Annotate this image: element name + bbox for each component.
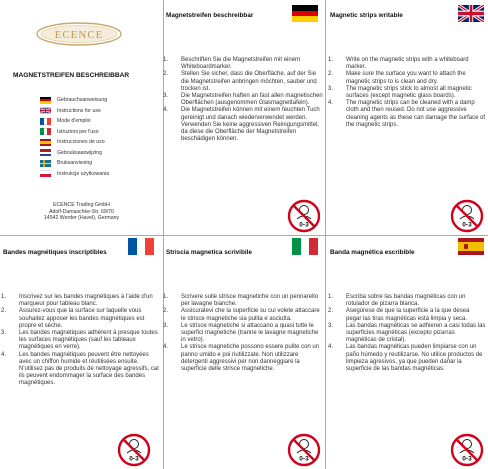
language-item-se bbox=[40, 158, 150, 169]
list-item: 2. Make sure the surface you want to attach the magnetic strips to is clean and dry. bbox=[328, 71, 466, 85]
list-item: 3. Les bandes magnétiques adhèrent à presque toutes les surfaces magnétiques (sauf les tableaux magnétiques en verre). bbox=[1, 330, 158, 351]
svg-text:0-3: 0-3 bbox=[462, 221, 472, 229]
list-item: 1. Inscrivez sur les bandes magnétiques à l'aide d'un marqueur pour tableau blanc. bbox=[1, 294, 153, 308]
language-item-gb bbox=[40, 106, 150, 117]
list-item: 1. Beschriften Sie die Magnetstreifen mit einem Whiteboardmarker. bbox=[163, 57, 301, 71]
language-label: Istruzioni per l'uso bbox=[57, 128, 99, 135]
german-flag-icon bbox=[40, 97, 51, 104]
italian-flag-icon bbox=[292, 238, 318, 255]
uk-flag-icon bbox=[40, 107, 51, 114]
age-warning-icon bbox=[287, 199, 321, 233]
spanish-flag-icon bbox=[458, 238, 484, 255]
language-item-de bbox=[40, 95, 150, 106]
language-item-nl bbox=[40, 148, 150, 159]
instructions-en bbox=[328, 57, 486, 129]
spanish-flag-icon bbox=[40, 139, 51, 146]
list-item: 2. Assicuratevi che la superficie su cui volete attaccare le strisce magnetiche sia pulita e asciutta. bbox=[163, 308, 320, 322]
language-label: Gebrauchsanweisung bbox=[57, 97, 108, 104]
language-label: Mode d'emploi bbox=[57, 118, 91, 125]
instructions-it bbox=[163, 294, 323, 373]
section-title-es: Banda magnética escribible bbox=[330, 249, 415, 256]
section-title-it: Striscia magnetica scrivibile bbox=[166, 249, 252, 256]
list-item: 4. The magnetic strips can be cleaned with a damp cloth and then reused. Do not use aggressive cleaning agents as these can damage the surface of the magnetic strips. bbox=[328, 100, 486, 128]
list-item: 3. Die Magnetstreifen haften an fast allen magnetischen Oberflächen (ausgenommen Glasmagnettafeln). bbox=[163, 93, 323, 107]
language-label: Gebruiksaanwijzing bbox=[57, 149, 102, 156]
list-item: 3. Le strisce magnetiche si attaccano a quasi tutte le superfici magnetiche (tranne le lavagne magnetiche in vetro). bbox=[163, 322, 319, 344]
german-flag-icon bbox=[292, 5, 318, 22]
age-warning-icon bbox=[287, 433, 321, 467]
svg-text:0-3: 0-3 bbox=[299, 221, 309, 229]
svg-text:0-3: 0-3 bbox=[299, 455, 309, 463]
list-item: 3. Las bandas magnéticas se adhieren a casi todas las superficies magnéticas (excepto pizarras magnéticas de cristal). bbox=[328, 322, 486, 344]
language-label: Bruksanvisning bbox=[57, 160, 93, 167]
logo bbox=[34, 20, 124, 48]
company-city: 14542 Werder (Havel), Germany bbox=[43, 215, 120, 222]
list-item: 2. Stellen Sie sicher, dass die Oberfläche, auf der Sie die Magnetstreifen anbringen möchten, sauber und trocken ist. bbox=[163, 71, 317, 92]
list-item: 2. Assurez-vous que la surface sur laquelle vous souhaitez apposer les bandes magnétiques est propre et sèche. bbox=[1, 308, 145, 329]
section-title-en: Magnetic strips writable bbox=[330, 12, 403, 19]
age-warning-icon bbox=[117, 433, 151, 467]
list-item: 4. Die Magnetstreifen können mit einem feuchten Tuch gereinigt und danach wiederverwendet werden. Verwenden Sie keine aggressiven Reinigungsmittel, da diese die Oberfläche der Magnetstreifen beschädigen können. bbox=[163, 107, 320, 143]
language-list bbox=[40, 95, 150, 179]
language-label: Instructions for use bbox=[57, 107, 101, 114]
svg-text:0-3: 0-3 bbox=[462, 455, 472, 463]
company-street: Adolf-Damaschke-Str. 69/70 bbox=[49, 208, 114, 215]
swedish-flag-icon bbox=[40, 160, 51, 167]
age-warning-icon bbox=[450, 199, 484, 233]
french-flag-icon bbox=[128, 238, 154, 255]
language-label: Instrukcje użytkowania bbox=[57, 170, 110, 177]
language-item-es bbox=[40, 137, 150, 148]
polish-flag-icon bbox=[40, 170, 51, 177]
list-item: 3. The magnetic strips stick to almost all magnetic surfaces (except magnetic glass boards). bbox=[328, 85, 472, 100]
company-name: ECENCE Trading GmbH bbox=[53, 202, 110, 208]
logo-icon bbox=[34, 20, 124, 48]
language-item-it bbox=[40, 127, 150, 138]
dutch-flag-icon bbox=[40, 149, 51, 156]
age-warning-icon bbox=[450, 433, 484, 467]
row-divider bbox=[0, 235, 488, 236]
list-item: 1. Escriba sobre las bandas magnéticas con un rotulador de pizarra blanca. bbox=[328, 294, 466, 308]
list-item: 4. Las bandas magnéticas pueden limpiarse con un paño húmedo y reutilizarse. No utilice productos de limpieza agresivos, ya que pueden dañar la superficie de las bandas magnéticas. bbox=[328, 344, 483, 373]
list-item: 1. Write on the magnetic strips with a whiteboard marker. bbox=[328, 57, 469, 71]
list-item: 4. Le strisce magnetiche possono essere pulite con un panno umido e poi riutilizzate. Non utilizzare detergenti aggressivi per non danneggiare la superficie delle strisce magnetiche. bbox=[163, 344, 320, 373]
section-title-de: Magnetstreifen beschreibbar bbox=[166, 12, 254, 19]
language-item-pl bbox=[40, 169, 150, 180]
instructions-es bbox=[328, 294, 486, 373]
list-item: 1. Scrivere sulle strisce magnetiche con un pennarello per lavagne bianche. bbox=[163, 294, 319, 308]
company-address bbox=[0, 202, 163, 222]
list-item: 2. Asegúrese de que la superficie a la que desea pegar las tiras magnéticas está limpia y seca. bbox=[328, 308, 470, 322]
uk-flag-icon bbox=[458, 5, 484, 22]
product-title: MAGNETSTREIFEN BESCHREIBBAR bbox=[13, 72, 130, 79]
italian-flag-icon bbox=[40, 128, 51, 135]
section-title-fr: Bandes magnétiques inscriptibles bbox=[3, 249, 107, 256]
instructions-de bbox=[163, 57, 323, 143]
language-item-fr bbox=[40, 116, 150, 127]
french-flag-icon bbox=[40, 118, 51, 125]
logo-text: ECENCE bbox=[54, 28, 104, 41]
list-item: 4. Les bandes magnétiques peuvent être nettoyées avec un chiffon humide et réutilisées ensuite. N'utilisez pas de produits de nettoyage agressifs, car ils peuvent endommager la surface des bandes magnétiques. bbox=[1, 351, 160, 387]
svg-text:0-3: 0-3 bbox=[129, 455, 139, 463]
instructions-fr bbox=[1, 294, 161, 388]
language-label: Instrucciones de uso bbox=[57, 139, 105, 146]
